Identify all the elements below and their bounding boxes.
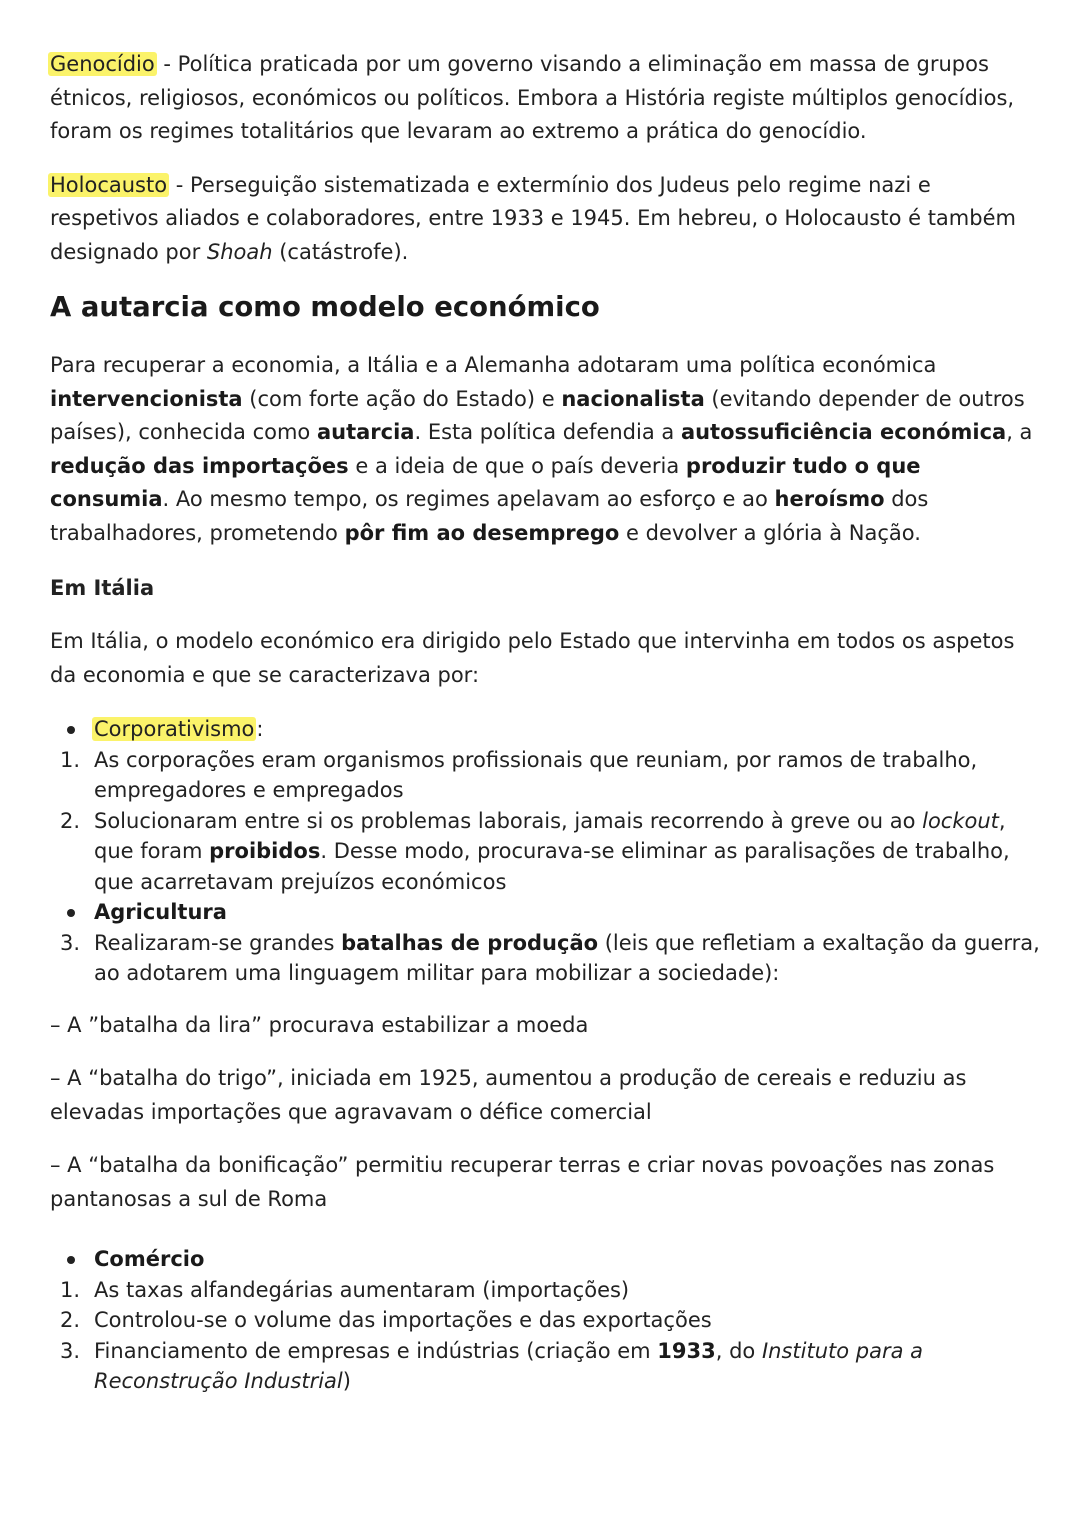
bold-term: heroísmo (774, 487, 885, 511)
colon: : (256, 717, 264, 741)
text-run: . Esta política defendia a (414, 420, 681, 444)
definition-genocidio (50, 48, 1040, 149)
item-number: 2. (60, 808, 81, 833)
item-text: As corporações eram organismos profissionais que reuniam, por ramos de trabalho, empregadores e empregados (94, 747, 978, 802)
item-number: 2. (60, 1308, 81, 1332)
text-run: e a ideia de que o país deveria (348, 453, 686, 478)
text-run: (com forte ação do Estado) e (242, 386, 562, 411)
list-item (50, 1305, 1040, 1336)
italic-term: Instituto para a Reconstrução Industrial (94, 1338, 924, 1393)
list-item (50, 928, 1040, 989)
highlighted-term: Genocídio (50, 52, 155, 76)
bullet-agricultura (50, 897, 1040, 928)
item-text: , que foram (94, 808, 1006, 863)
battle-lira: – A ”batalha da lira” procurava estabilizar a moeda (50, 1012, 589, 1037)
text-run: e devolver a glória à Nação. (619, 520, 921, 545)
comercio-list (50, 1244, 1040, 1397)
bullet-comercio (50, 1244, 1040, 1275)
bullet-corporativismo (50, 714, 1040, 745)
subheading-italia: Em Itália (50, 576, 155, 600)
text-run: . Ao mesmo tempo, os regimes apelavam ao esforço e ao (162, 487, 775, 511)
item-text: , do (715, 1338, 762, 1363)
text-run: , a (1006, 420, 1033, 444)
list-item (50, 806, 1040, 898)
definition-text: - Política praticada por um governo visando a eliminação em massa de grupos étnicos, religiosos, económicos ou políticos. Embora a História registe múltiplos genocídios, foram os regimes totalitários que levaram ao extremo a prática do genocídio. (50, 52, 1015, 143)
item-number: 1. (60, 747, 81, 772)
item-text: . Desse modo, procurava-se eliminar as paralisações de trabalho, que acarretavam prejuízos económicos (94, 839, 1010, 894)
bold-term: intervencionista (50, 386, 243, 411)
bold-term: batalhas de produção (341, 930, 599, 955)
item-text: As taxas alfandegárias aumentaram (importações) (94, 1277, 630, 1302)
text-run: dos trabalhadores, prometendo (50, 487, 929, 545)
bold-term: nacionalista (561, 386, 705, 411)
highlighted-term: Corporativismo (94, 717, 255, 741)
item-number: 3. (60, 1338, 81, 1363)
item-text: Controlou-se o volume das importações e das exportações (94, 1308, 712, 1332)
definition-tail: (catástrofe). (272, 239, 409, 264)
document-page (50, 48, 1040, 1397)
bold-term: produzir tudo o que consumia (50, 453, 921, 511)
item-text: Financiamento de empresas e indústrias (criação em (94, 1338, 658, 1363)
text-run: Para recuperar a economia, a Itália e a Alemanha adotaram uma política económica (50, 353, 937, 377)
list-item (50, 745, 1040, 806)
definition-holocausto (50, 169, 1040, 270)
item-number: 3. (60, 930, 81, 955)
bold-term: Comércio (94, 1247, 205, 1271)
bold-term: redução das importações (50, 453, 349, 478)
italic-term: lockout (922, 808, 999, 833)
bold-term: autossuficiência económica (680, 420, 1007, 444)
section-heading: A autarcia como modelo económico (50, 291, 600, 323)
item-text: Solucionaram entre si os problemas laborais, jamais recorrendo à greve ou ao (94, 808, 923, 833)
item-text: ) (342, 1369, 351, 1393)
italy-intro-paragraph: Em Itália, o modelo económico era dirigido pelo Estado que intervinha em todos os aspetos da economia e que se caracterizava por: (50, 629, 1015, 687)
bold-term: proibidos (209, 839, 321, 863)
battle-trigo: – A “batalha do trigo”, iniciada em 1925, aumentou a produção de cereais e reduziu as elevadas importações que agravavam o défice comercial (50, 1066, 967, 1124)
bold-term: pôr fim ao desemprego (344, 520, 620, 545)
definition-italic-term: Shoah (206, 239, 273, 264)
item-number: 1. (60, 1277, 81, 1302)
italy-list (50, 714, 1040, 989)
bold-term: Agricultura (94, 900, 227, 924)
text-run: (evitando depender de outros países), conhecida como (50, 386, 1025, 444)
bold-term: 1933 (657, 1338, 716, 1363)
battle-bonificacao: – A “batalha da bonificação” permitiu recuperar terras e criar novas povoações nas zonas pantanosas a sul de Roma (50, 1153, 995, 1211)
item-text: (leis que refletiam a exaltação da guerra, ao adotarem uma linguagem militar para mobilizar a sociedade): (94, 930, 1040, 985)
list-item (50, 1275, 1040, 1306)
list-item (50, 1336, 1040, 1397)
definition-text: - Perseguição sistematizada e extermínio dos Judeus pelo regime nazi e respetivos aliados e colaboradores, entre 1933 e 1945. Em hebreu, o Holocausto é também designado por (50, 172, 1016, 264)
item-text: Realizaram-se grandes (94, 930, 342, 955)
bold-term: autarcia (316, 420, 415, 444)
intro-paragraph (50, 349, 1040, 550)
highlighted-term: Holocausto (50, 172, 168, 197)
